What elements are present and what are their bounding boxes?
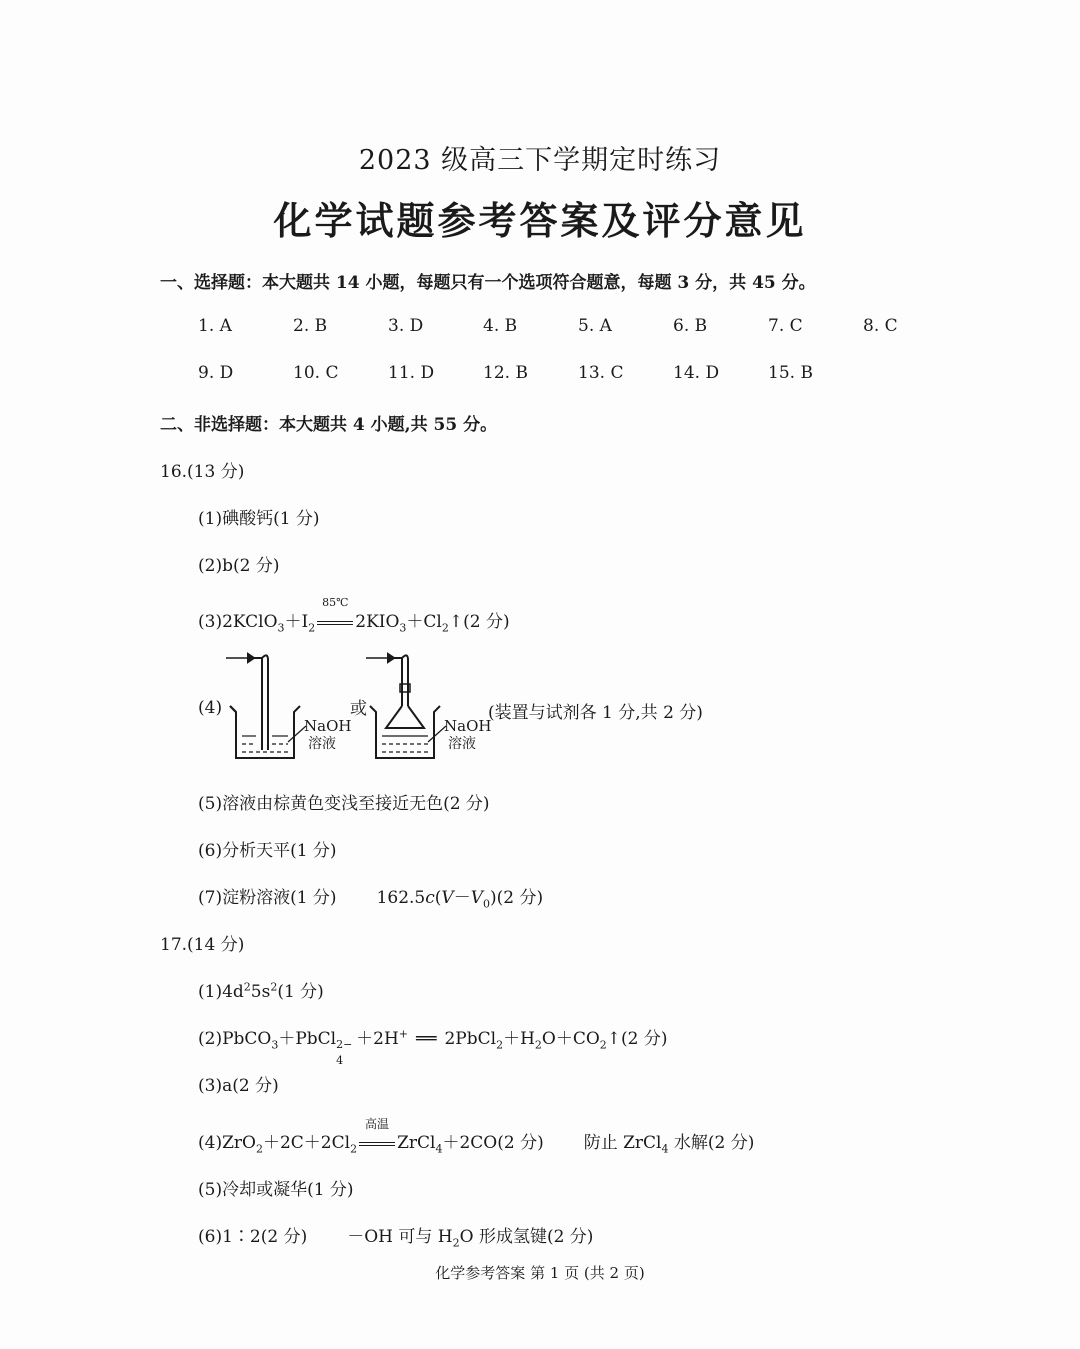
answer-11: 11. D xyxy=(388,363,435,383)
answer-9: 9. D xyxy=(198,363,234,383)
reagent-solution-label-2: 溶液 xyxy=(448,736,476,752)
answer-14: 14. D xyxy=(673,363,720,383)
answer-15: 15. B xyxy=(768,363,813,383)
q16-part3-equation: $(3)2KClO_3+I_2$ 85℃ $2KIO_3+Cl_2↑(2$ 分) xyxy=(198,596,510,635)
reagent-label-2: NaOH xyxy=(444,717,492,735)
page-footer: 化学参考答案 第 1 页 (共 2 页) xyxy=(435,1264,645,1282)
answer-10: 10. C xyxy=(293,363,339,383)
answer-4: 4. B xyxy=(483,316,518,336)
q16-part7: (7)淀粉溶液(1 分) $162.5c(V-V_0)(2$ 分) xyxy=(198,888,544,911)
answer-2: 2. B xyxy=(293,316,328,336)
beaker-apparatus-1 xyxy=(226,654,306,758)
reagent-solution-label-1: 溶液 xyxy=(308,736,336,752)
exam-subtitle: 2023 级高三下学期定时练习 xyxy=(358,145,722,176)
q16-part2: (2)b(2 分) xyxy=(198,556,280,576)
answer-5: 5. A xyxy=(578,316,612,336)
q16-part6: (6)分析天平(1 分) xyxy=(198,841,337,861)
reagent-label-1: NaOH xyxy=(304,717,352,735)
q17-part4-equation: $(4)ZrO_2+2C+2Cl_2$ 高温 ZrCl$_4$＋2CO(2 分) 防止 ZrCl$_4$ 水解(2 分) xyxy=(198,1117,755,1156)
beaker-apparatus-2 xyxy=(366,654,446,758)
reaction-condition: 85℃ xyxy=(322,596,349,609)
q16-part4-note: (装置与试剂各 1 分,共 2 分) xyxy=(488,703,703,723)
answer-7: 7. C xyxy=(768,316,803,336)
or-label: 或 xyxy=(350,699,367,719)
answer-1: 1. A xyxy=(198,316,232,336)
q16-heading: 16.(13 分) xyxy=(160,462,245,482)
q17-part5: (5)冷却或凝华(1 分) xyxy=(198,1180,354,1200)
q17-part6: (6)1∶2(2 分) －OH 可与 $H_2O$ 形成氢键(2 分) xyxy=(198,1227,594,1250)
answer-6: 6. B xyxy=(673,316,708,336)
q17-heading: 17.(14 分) xyxy=(160,935,245,955)
q16-part5: (5)溶液由棕黄色变浅至接近无色(2 分) xyxy=(198,794,490,814)
reaction-condition: 高温 xyxy=(365,1117,390,1131)
q16-part4-label: (4) xyxy=(198,698,223,718)
q17-part2-equation: (2)PbCO$_3$＋PbCl 2− 4 ＋2H+ ══ $2PbCl_2+H_2O+CO_2↑(2$ 分) xyxy=(198,1027,668,1067)
answer-8: 8. C xyxy=(863,316,898,336)
answer-13: 13. C xyxy=(578,363,624,383)
q17-part3: (3)a(2 分) xyxy=(198,1076,279,1096)
answer-12: 12. B xyxy=(483,363,528,383)
section-1-title: 一、选择题：本大题共 14 小题，每题只有一个选项符合题意，每题 3 分，共 45 分。 xyxy=(160,273,816,293)
section-2-title: 二、非选择题：本大题共 4 小题,共 55 分。 xyxy=(160,415,498,435)
page-title: 化学试题参考答案及评分意见 xyxy=(273,198,807,243)
q17-part1: $(1)4d^25s^2(1$ 分) xyxy=(198,980,324,1002)
answer-3: 3. D xyxy=(388,316,424,336)
q16-part1: (1)碘酸钙(1 分) xyxy=(198,509,320,529)
